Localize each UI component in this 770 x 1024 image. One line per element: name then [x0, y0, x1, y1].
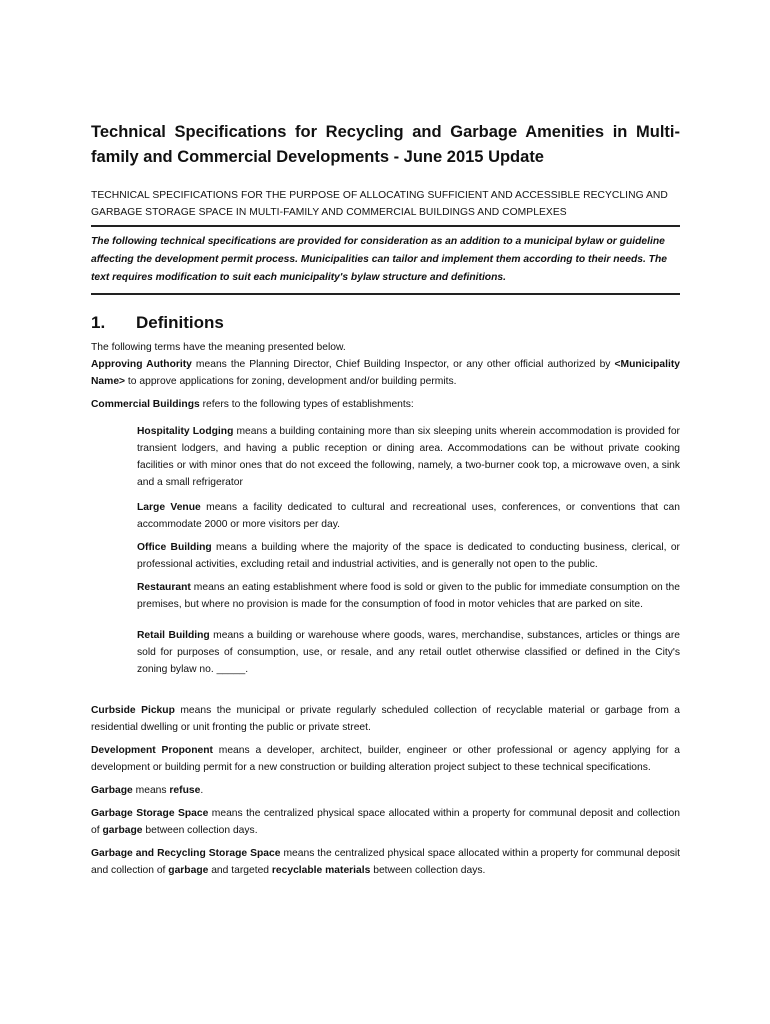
definition-garbage-recycling-storage-space: Garbage and Recycling Storage Space means the centralized physical space allocated within a property for communal deposit and collection of garbage and targeted recyclable materials between collection days. — [91, 848, 680, 876]
term: Garbage Storage Space — [91, 808, 209, 819]
definition-curbside-pickup: Curbside Pickup means the municipal or private regularly scheduled collection of recyclable material or garbage from a residential dwelling or unit fronting the public or private street. — [91, 705, 680, 733]
term: Curbside Pickup — [91, 705, 175, 716]
definition-restaurant: Restaurant means an eating establishment where food is sold or given to the public for immediate consumption on the premises, but where no provision is made for the consumption of food in motor vehicles that are parked on site. — [137, 582, 680, 610]
term: Garbage and Recycling Storage Space — [91, 848, 281, 859]
term: Large Venue — [137, 502, 201, 513]
section-title: Definitions — [136, 313, 224, 332]
term: Restaurant — [137, 582, 191, 593]
section-number: 1. — [91, 313, 106, 332]
document-page — [91, 120, 680, 879]
section-heading — [91, 313, 680, 339]
definition-retail-building: Retail Building means a building or warehouse where goods, wares, merchandise, substances, articles or things are sold for purposes of consumption, use, or resale, and any retail outlet otherwise classified or defined in the City's zoning bylaw no. _____. — [137, 630, 680, 675]
term: Hospitality Lodging — [137, 426, 234, 437]
document-title: Technical Specifications for Recycling and Garbage Amenities in Multi-family and Commercial Developments - June 2015 Update — [91, 123, 680, 166]
term: Commercial Buildings — [91, 399, 200, 410]
term: Office Building — [137, 542, 212, 553]
definition-commercial-buildings: Commercial Buildings refers to the following types of establishments: — [91, 399, 414, 410]
definition-garbage-storage-space: Garbage Storage Space means the centralized physical space allocated within a property for communal deposit and collection of garbage between collection days. — [91, 808, 680, 836]
term: Development Proponent — [91, 745, 213, 756]
definition-hospitality-lodging: Hospitality Lodging means a building containing more than six sleeping units wherein accommodation is provided for transient lodgers, and having a public reception or dining area. Accommodations can be without private cooking facilities or with minor ones that do not exceed the following, namely, a two-burner cook top, a microwave oven, a sink and a small refrigerator — [137, 426, 680, 488]
intro-note: The following technical specifications are provided for consideration as an addition to a municipal bylaw or guideline affecting the development permit process. Municipalities can tailor and implement them according to their needs. The text requires modification to suit each municipality's bylaw structure and definitions. — [91, 233, 680, 295]
definition-development-proponent: Development Proponent means a developer, architect, builder, engineer or other professional or agency applying for a development or building permit for a new construction or building alteration project subject to these technical specifications. — [91, 745, 680, 773]
definition-large-venue: Large Venue means a facility dedicated to cultural and recreational uses, conferences, or conventions that can accommodate 2000 or more visitors per day. — [137, 502, 681, 530]
definition-office-building: Office Building means a building where the majority of the space is dedicated to conducting business, clerical, or professional activities, excluding retail and industrial activities, and is generally not open to the public. — [137, 542, 680, 570]
definition-approving-authority: Approving Authority means the Planning Director, Chief Building Inspector, or any other official authorized by <Municipality Name> to approve applications for zoning, development and/or building permits. — [91, 359, 680, 387]
definition-garbage: Garbage means refuse. — [91, 785, 204, 796]
term: Garbage — [91, 785, 133, 796]
document-subtitle: TECHNICAL SPECIFICATIONS FOR THE PURPOSE OF ALLOCATING SUFFICIENT AND ACCESSIBLE RECYCLING AND GARBAGE STORAGE SPACE IN MULTI-FAMILY AND COMMERCIAL BUILDINGS AND COMPLEXES — [91, 187, 680, 227]
term: Approving Authority — [91, 359, 192, 370]
term: Retail Building — [137, 630, 210, 641]
section-lead: The following terms have the meaning presented below. — [91, 342, 346, 353]
